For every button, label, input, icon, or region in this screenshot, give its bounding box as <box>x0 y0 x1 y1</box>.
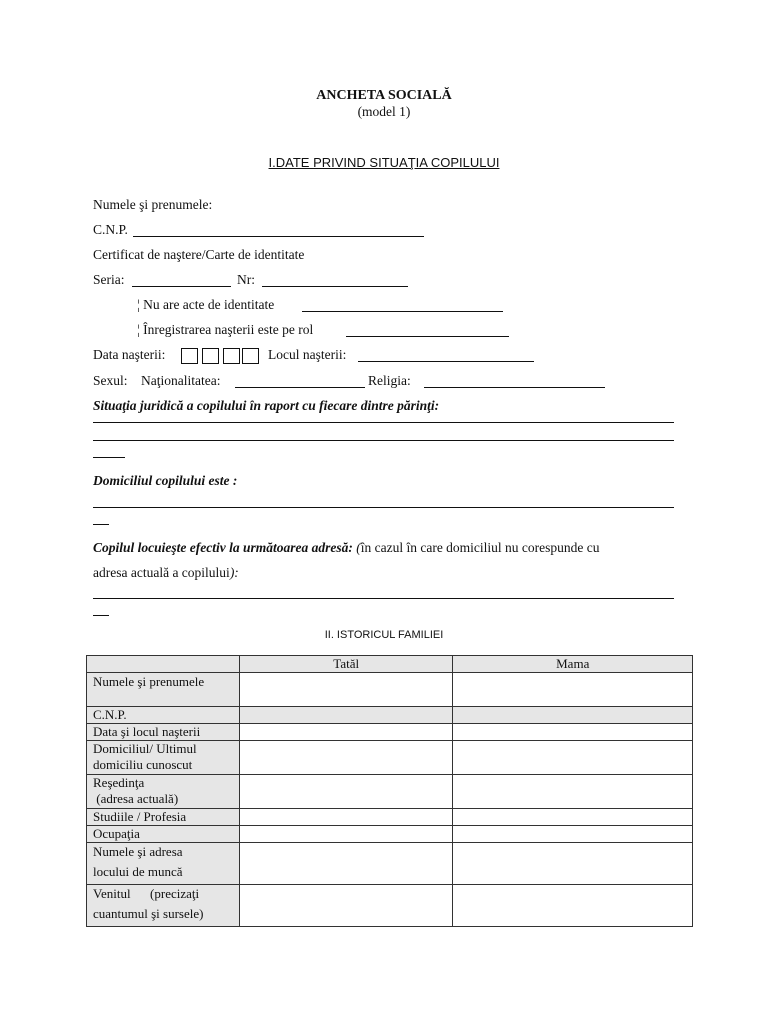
birth-date-box-1[interactable] <box>181 348 198 364</box>
residence-label: Copilul locuieşte efectiv la următoarea adresă: <box>93 540 353 555</box>
row-label-workplace <box>87 843 240 885</box>
residence-note: în cazul în care domiciliul nu corespunde cu <box>360 540 600 555</box>
row-label-birth <box>87 724 240 741</box>
birth-place-label: Locul naşterii: <box>268 347 347 362</box>
section-2-heading: II. ISTORICUL FAMILIEI <box>324 629 444 641</box>
row-label-text: Reşedinţa <box>93 775 145 790</box>
certificate-label: Certificat de naştere/Carte de identitate <box>93 247 305 262</box>
row-label-text: Studiile / Profesia <box>93 809 187 824</box>
row-label-residence <box>87 775 240 809</box>
header-mother: Mama <box>453 656 693 673</box>
nationality-label: Naţionalitatea: <box>141 373 221 388</box>
table-row <box>87 724 693 741</box>
table-row <box>87 741 693 775</box>
nr-label: Nr: <box>237 272 255 287</box>
father-studies-cell[interactable] <box>239 809 453 826</box>
row-label-text: Numele şi adresa <box>93 844 183 859</box>
row-label-text-2: cuantumul şi sursele) <box>93 906 204 921</box>
residence-row-2 <box>93 565 239 581</box>
legal-situation-line-2[interactable] <box>93 440 674 441</box>
row-label-studies <box>87 809 240 826</box>
father-name-cell[interactable] <box>239 673 453 707</box>
residence-line-1[interactable] <box>93 598 674 599</box>
mother-income-cell[interactable] <box>453 885 693 927</box>
child-name-label: Numele şi prenumele: <box>93 197 213 212</box>
nationality-field[interactable] <box>235 387 365 388</box>
mother-birth-cell[interactable] <box>453 724 693 741</box>
registration-field[interactable] <box>346 336 509 337</box>
section-1-heading: I.DATE PRIVIND SITUAŢIA COPILULUI <box>268 155 500 170</box>
father-income-cell[interactable] <box>239 885 453 927</box>
table-row <box>87 843 693 885</box>
table-header-row <box>87 656 693 673</box>
father-domicile-cell[interactable] <box>239 741 453 775</box>
child-cnp-label: C.N.P. <box>93 222 128 237</box>
domicile-label: Domiciliul copilului este : <box>93 473 238 488</box>
table-row <box>87 673 693 707</box>
legal-situation-label: Situaţia juridică a copilului în raport cu fiecare dintre părinţi: <box>93 398 440 413</box>
mother-studies-cell[interactable] <box>453 809 693 826</box>
legal-situation-line-1[interactable] <box>93 422 674 423</box>
legal-situation-line-3[interactable] <box>93 457 125 458</box>
row-label-text: Numele şi prenumele <box>93 674 205 689</box>
birth-place-field[interactable] <box>358 361 534 362</box>
row-label-income <box>87 885 240 927</box>
father-workplace-cell[interactable] <box>239 843 453 885</box>
religion-label: Religia: <box>368 373 411 388</box>
father-birth-cell[interactable] <box>239 724 453 741</box>
mother-occupation-cell[interactable] <box>453 826 693 843</box>
row-label-text: Data şi locul naşterii <box>93 724 201 739</box>
father-residence-cell[interactable] <box>239 775 453 809</box>
document-subtitle: (model 1) <box>357 104 411 119</box>
birth-date-box-2[interactable] <box>202 348 219 364</box>
row-label-text: Ocupaţia <box>93 826 140 841</box>
row-label-text-2: locului de muncă <box>93 864 183 879</box>
nr-field[interactable] <box>262 286 408 287</box>
child-cnp-field[interactable] <box>133 236 424 237</box>
no-id-field[interactable] <box>302 311 503 312</box>
residence-note-close: ): <box>229 565 239 580</box>
mother-residence-cell[interactable] <box>453 775 693 809</box>
row-label-name <box>87 673 240 707</box>
row-label-text-2: (adresa actuală) <box>93 791 179 806</box>
registration-option[interactable]: ¦ Înregistrarea naşterii este pe rol <box>137 322 314 337</box>
residence-line-2[interactable] <box>93 615 109 616</box>
no-id-option[interactable]: ¦ Nu are acte de identitate <box>137 297 275 312</box>
mother-domicile-cell[interactable] <box>453 741 693 775</box>
residence-note-2: adresa actuală a copilului <box>93 565 230 580</box>
residence-note-open: ( <box>352 540 361 555</box>
table-row <box>87 707 693 724</box>
header-empty-cell <box>87 656 240 673</box>
table-row <box>87 826 693 843</box>
mother-name-cell[interactable] <box>453 673 693 707</box>
row-label-domicile <box>87 741 240 775</box>
birth-date-label: Data naşterii: <box>93 347 166 362</box>
religion-field[interactable] <box>424 387 605 388</box>
table-row <box>87 885 693 927</box>
row-label-text: C.N.P. <box>93 707 127 722</box>
birth-date-box-3[interactable] <box>223 348 240 364</box>
domicile-line-2[interactable] <box>93 524 109 525</box>
domicile-line-1[interactable] <box>93 507 674 508</box>
row-label-cnp <box>87 707 240 724</box>
header-father: Tatăl <box>239 656 453 673</box>
father-occupation-cell[interactable] <box>239 826 453 843</box>
table-row <box>87 809 693 826</box>
mother-workplace-cell[interactable] <box>453 843 693 885</box>
residence-row <box>93 540 600 556</box>
row-label-text: Domiciliul/ Ultimul <box>93 741 197 756</box>
birth-date-box-4[interactable] <box>242 348 259 364</box>
father-cnp-cell[interactable] <box>239 707 453 724</box>
row-label-text: Venitul (precizaţi <box>93 886 200 901</box>
row-label-text-2: domiciliu cunoscut <box>93 757 193 772</box>
document-title: ANCHETA SOCIALĂ <box>316 88 452 103</box>
table-row <box>87 775 693 809</box>
row-label-occupation <box>87 826 240 843</box>
seria-label: Seria: <box>93 272 125 287</box>
mother-cnp-cell[interactable] <box>453 707 693 724</box>
family-history-table <box>86 655 693 927</box>
sex-label: Sexul: <box>93 373 128 388</box>
seria-field[interactable] <box>132 286 231 287</box>
